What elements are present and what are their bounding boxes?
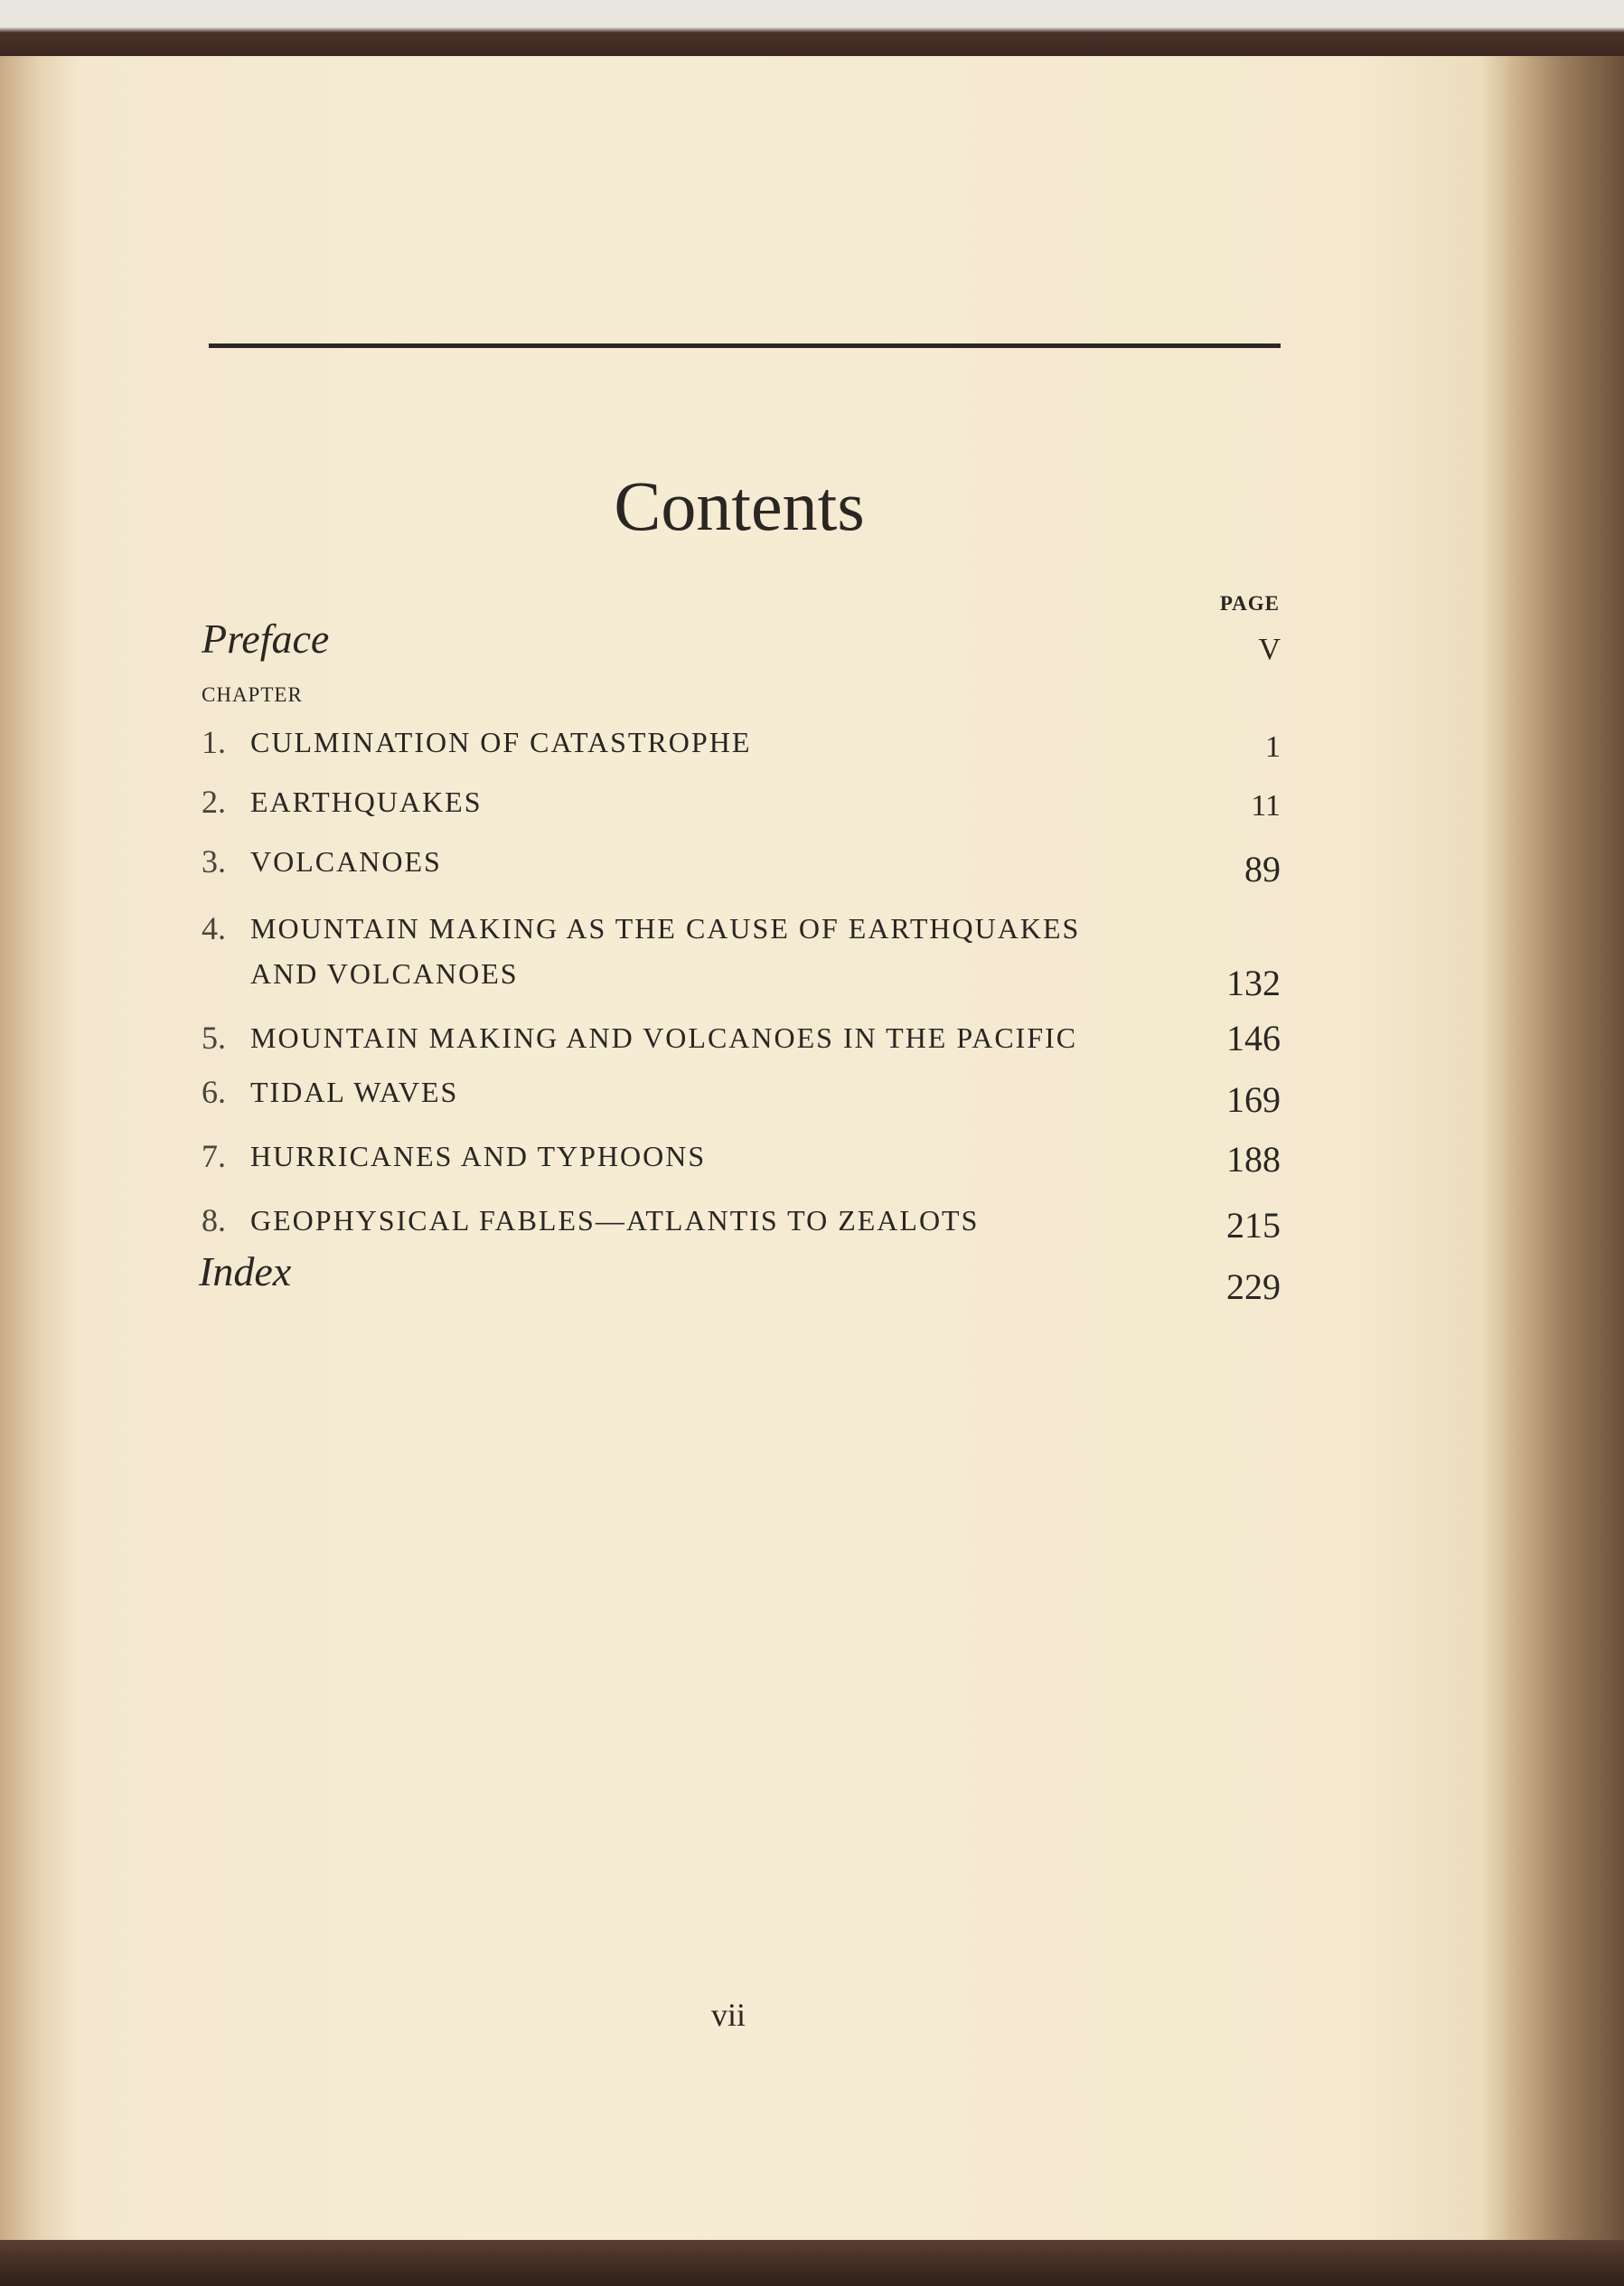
chapter-number: 1. — [202, 724, 226, 760]
toc-preface-label: Preface — [202, 616, 330, 662]
chapter-page: 146 — [1226, 1018, 1281, 1058]
chapter-page: 188 — [1226, 1139, 1281, 1180]
chapter-page: 215 — [1226, 1205, 1281, 1246]
chapter-page: 132 — [1226, 963, 1281, 1003]
chapter-page: 169 — [1226, 1079, 1281, 1120]
chapter-title: GEOPHYSICAL FABLES—ATLANTIS TO ZEALOTS — [250, 1204, 980, 1237]
chapter-number: 7. — [202, 1138, 226, 1174]
chapter-page: 89 — [1244, 849, 1281, 889]
chapter-title-continued: AND VOLCANOES — [250, 957, 519, 990]
chapter-column-label: CHAPTER — [202, 683, 303, 706]
chapter-number: 3. — [202, 843, 226, 880]
chapter-number: 8. — [202, 1202, 226, 1238]
chapter-number: 4. — [202, 910, 226, 946]
chapter-title: EARTHQUAKES — [250, 786, 483, 818]
chapter-page: 11 — [1251, 789, 1281, 823]
chapter-title: HURRICANES AND TYPHOONS — [250, 1140, 707, 1172]
page-title: Contents — [614, 466, 865, 545]
chapter-number: 2. — [202, 784, 226, 820]
book-page — [0, 56, 1624, 2244]
chapter-title: MOUNTAIN MAKING AS THE CAUSE OF EARTHQUAKES — [250, 912, 1081, 945]
header-rule — [209, 343, 1281, 348]
chapter-title: VOLCANOES — [250, 845, 442, 878]
book-bottom-edge — [0, 2240, 1624, 2286]
toc-index-label: Index — [199, 1248, 292, 1294]
chapter-title: MOUNTAIN MAKING AND VOLCANOES IN THE PACIFIC — [250, 1021, 1078, 1054]
chapter-number: 5. — [202, 1020, 226, 1056]
chapter-title: CULMINATION OF CATASTROPHE — [250, 726, 752, 758]
book-top-edge — [0, 0, 1624, 63]
chapter-number: 6. — [202, 1074, 226, 1110]
toc-preface-page: V — [1258, 633, 1281, 666]
chapter-page: 1 — [1265, 730, 1281, 764]
page-column-label: PAGE — [1219, 592, 1280, 615]
page-folio: vii — [710, 1997, 746, 2033]
toc-index-page: 229 — [1226, 1266, 1281, 1307]
chapter-title: TIDAL WAVES — [250, 1076, 459, 1108]
